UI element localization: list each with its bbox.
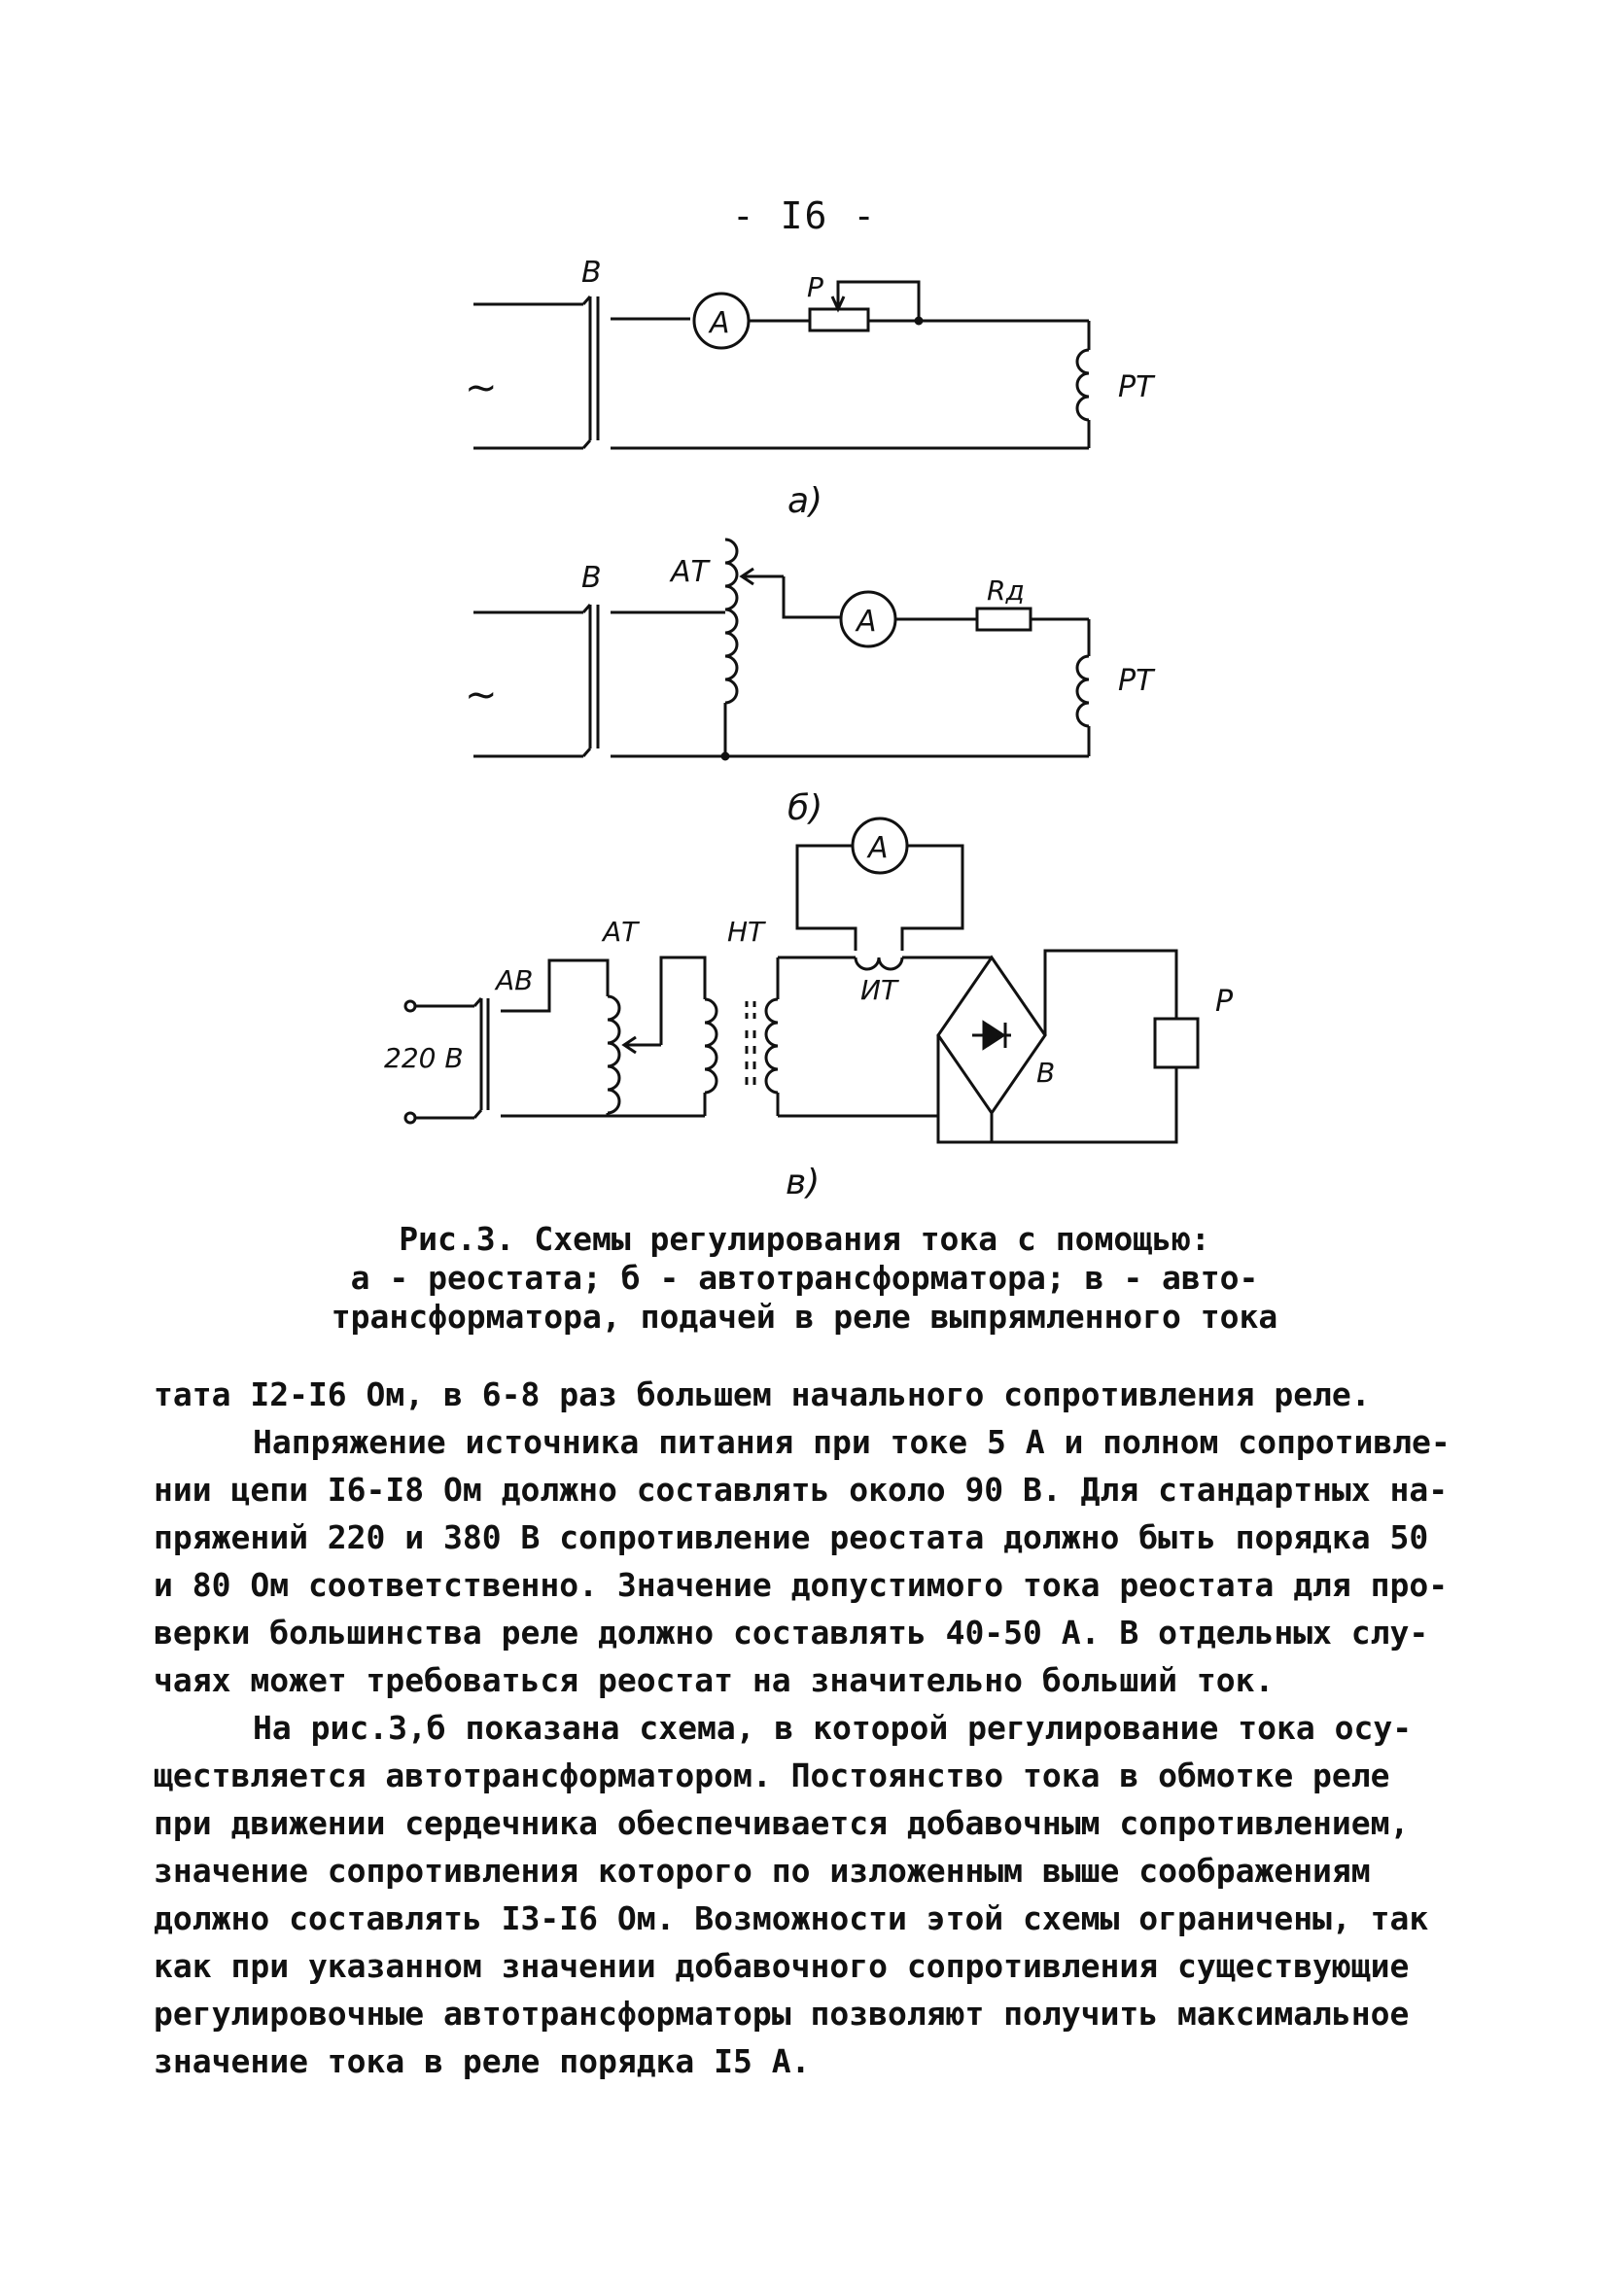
scheme-b-relay-label: РТ [1118,664,1154,698]
scheme-a-switch [583,296,598,448]
scheme-b-resistor [977,609,1031,630]
text-line: при движении сердечника обеспечивается добавочным сопротивлением, [154,1804,1410,1842]
scheme-b-source-symbol: ~ [465,673,498,717]
scheme-v-relay [1155,1019,1198,1067]
scheme-v-breaker-label: АВ [496,964,534,996]
scheme-v-autotransformer-label: АТ [603,916,639,948]
scheme-a-relay-label: РТ [1118,370,1154,404]
scheme-b-resistor-label: Rд [987,574,1025,607]
body-text [154,1371,1466,2085]
text-line: На рис.3,б показана схема, в которой регулирование тока осу- [253,1709,1413,1747]
scheme-v-ammeter-label: А [868,831,889,865]
scheme-a-rheostat-label: Р [807,271,823,303]
scheme-b-autotransformer-coil [725,539,737,703]
figure-caption-line-3: трансформатора, подачей в реле выпрямленного тока [331,1298,1278,1336]
scheme-a-source-symbol: ~ [465,365,498,410]
text-line: нии цепи I6-I8 Ом должно составлять около 90 В. Для стандартных на- [154,1471,1449,1509]
scheme-v [384,818,1234,1202]
scheme-b-switch-label: В [581,561,602,595]
scheme-v-terminal-top [405,1001,415,1011]
text-line: чаях может требоваться реостат на значительно больший ток. [154,1661,1275,1699]
figure-caption-title: Рис.3. Схемы регулирования тока с помощью: [399,1220,1210,1258]
text-line: ществляется автотрансформатором. Постоянство тока в обмотке реле [154,1757,1390,1794]
text-line: значение тока в реле порядка I5 А. [154,2042,811,2080]
scheme-v-breaker [474,998,488,1118]
scheme-a-switch-label: В [581,256,602,290]
scheme-a-ammeter-label: А [710,306,730,340]
scheme-v-current-transformer [856,957,902,969]
page-number: - I6 - [731,194,878,237]
scheme-v-terminal-bottom [405,1113,415,1123]
scheme-v-label: в) [786,1163,821,1202]
text-line: верки большинства реле должно составлять 40-50 А. В отдельных слу- [154,1614,1429,1652]
scheme-a [465,256,1156,521]
scheme-v-autotransformer-coil [608,996,619,1113]
scheme-v-relay-label: Р [1215,985,1234,1019]
text-line: и 80 Ом соответственно. Значение допустимого тока реостата для про- [154,1566,1449,1604]
scheme-a-label: а) [787,481,823,521]
scheme-v-transformer-secondary [766,999,778,1093]
text-line: регулировочные автотрансформаторы позволяют получить максимальное [154,1995,1410,2033]
text-line: должно составлять I3-I6 Ом. Возможности этой схемы ограничены, так [154,1899,1429,1937]
scheme-a-relay-coil [1077,350,1089,420]
scheme-b-switch [583,605,598,756]
scheme-a-rheostat [810,309,868,330]
scheme-v-current-transformer-label: ИТ [860,974,898,1006]
scheme-b-ammeter-label: А [857,605,877,639]
scheme-b [465,539,1156,828]
scheme-b-label: б) [787,788,823,828]
figure-caption-line-2: а - реостата; б - автотрансформатора; в - авто- [350,1259,1259,1297]
scheme-v-voltage-label: 220 В [384,1042,464,1074]
scheme-v-rectifier-label: В [1036,1057,1056,1089]
text-line: как при указанном значении добавочного сопротивления существующие [154,1947,1410,1985]
text-line: пряжений 220 и 380 В сопротивление реостата должно быть порядка 50 [154,1518,1429,1556]
text-line: тата I2-I6 Ом, в 6-8 раз большем начального сопротивления реле. [154,1375,1371,1413]
scheme-v-transformer-label: НТ [727,916,765,948]
text-line: значение сопротивления которого по изложенным выше соображениям [154,1852,1371,1890]
scheme-b-relay-coil [1077,656,1089,726]
scheme-v-transformer-primary [705,999,717,1093]
scheme-b-autotransformer-label: АТ [671,555,709,589]
text-line: Напряжение источника питания при токе 5 А и полном сопротивле- [253,1423,1451,1461]
